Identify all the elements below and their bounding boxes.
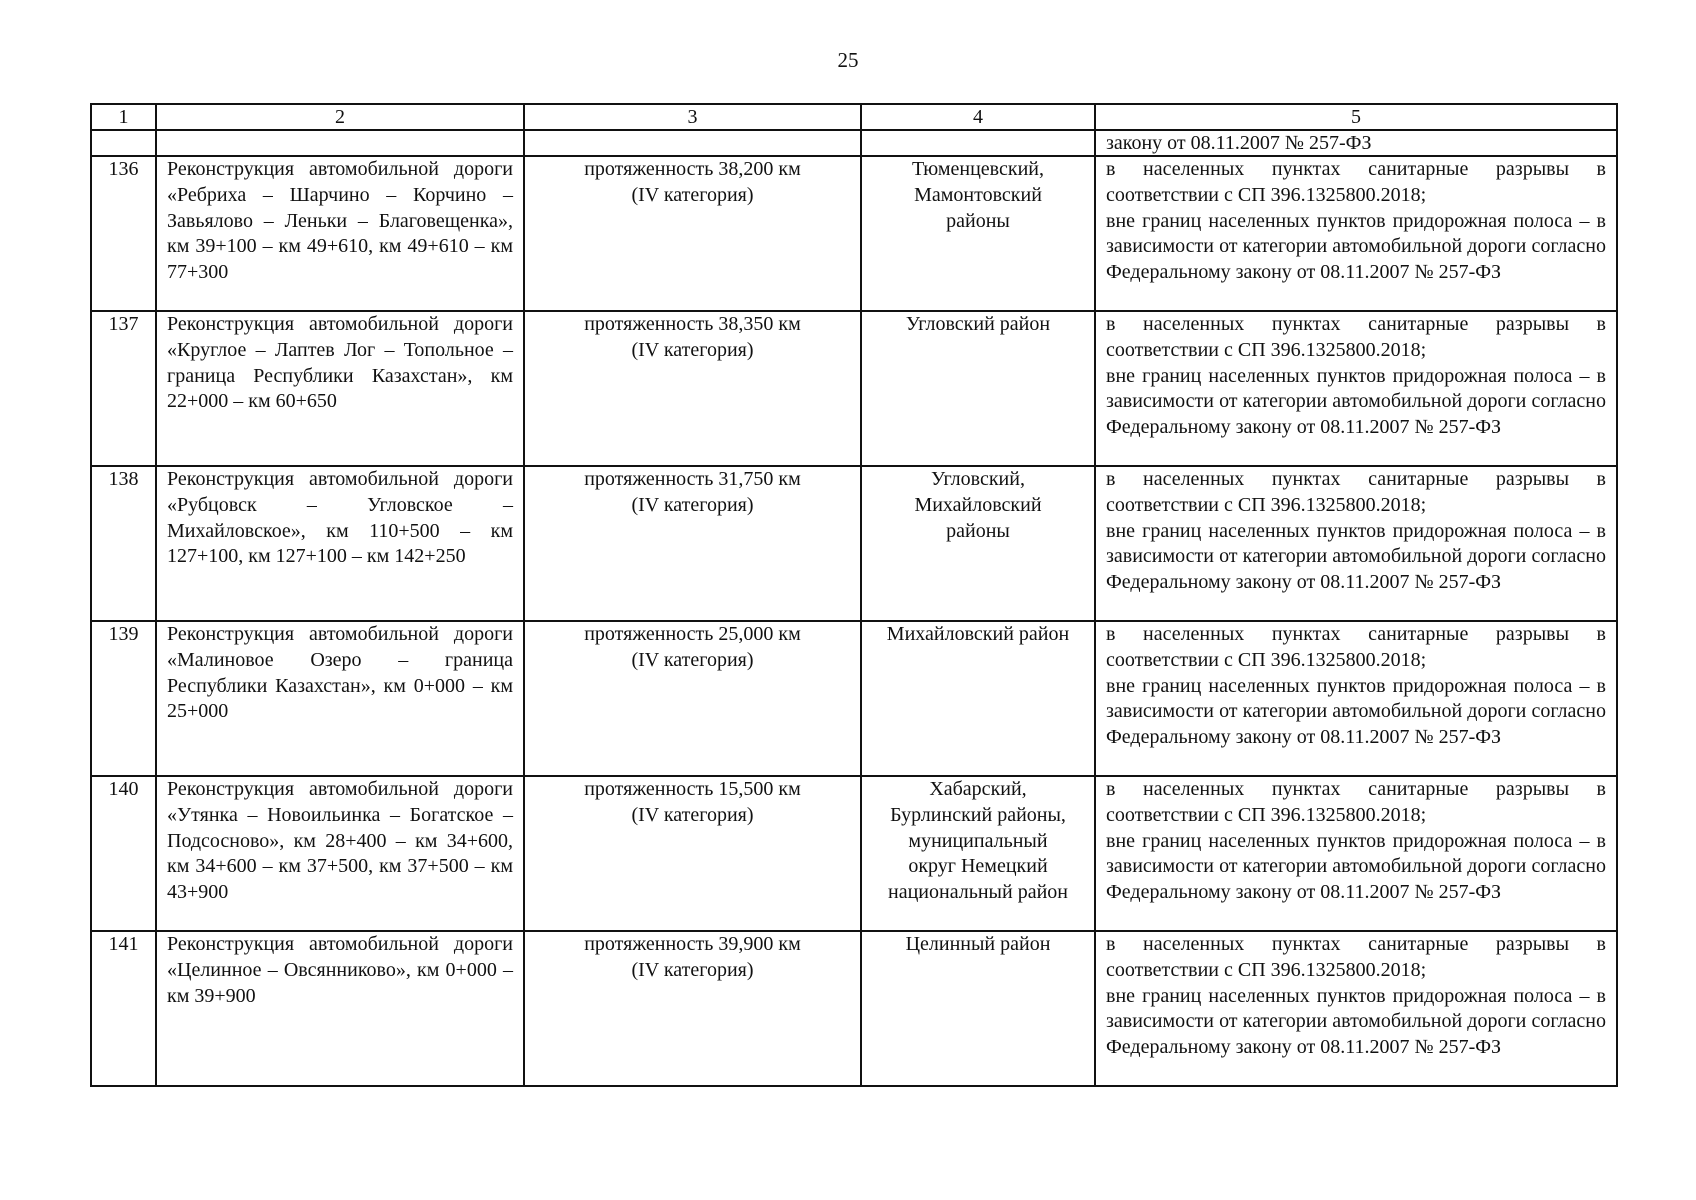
length-text: протяженность 38,200 км <box>584 158 801 180</box>
table-row <box>91 776 1617 931</box>
zone-cell <box>1095 776 1617 931</box>
zone-text-roadside: вне границ населенных пунктов придорожная полоса – в зависимости от категории автомобильной дороги согласно Федеральному закону от 08.11.2007 № 257-ФЗ <box>1106 209 1606 284</box>
page-number: 25 <box>837 48 859 72</box>
zone-text-roadside: вне границ населенных пунктов придорожная полоса – в зависимости от категории автомобильной дороги согласно Федеральному закону от 08.11.2007 № 257-ФЗ <box>1106 364 1606 439</box>
header-cell: 3 <box>524 104 861 130</box>
characteristics-cell <box>524 931 861 1086</box>
location-line: Хабарский, <box>929 778 1027 800</box>
zone-text-settlements: в населенных пунктах санитарные разрывы в соответствии с СП 396.1325800.2018; <box>1106 313 1606 361</box>
table-row <box>91 311 1617 466</box>
length-text: протяженность 38,350 км <box>584 313 801 335</box>
zone-cell <box>1095 156 1617 311</box>
object-name: Реконструкция автомобильной дороги «Ребриха – Шарчино – Корчино – Завьялово – Леньки – Благовещенка», км 39+100 – км 49+610, км 49+610 – км 77+300 <box>156 156 524 311</box>
location-line: Угловский, <box>931 468 1025 490</box>
continuation-row <box>91 130 1617 156</box>
location-line: Мамонтовский <box>914 183 1042 206</box>
characteristics-cell <box>524 466 861 621</box>
length-text: протяженность 31,750 км <box>584 468 801 490</box>
header-cell: 1 <box>91 104 156 130</box>
zone-text-settlements: в населенных пунктах санитарные разрывы в соответствии с СП 396.1325800.2018; <box>1106 468 1606 516</box>
location-line: национальный район <box>888 881 1068 904</box>
zone-text-roadside: вне границ населенных пунктов придорожная полоса – в зависимости от категории автомобильной дороги согласно Федеральному закону от 08.11.2007 № 257-ФЗ <box>1106 984 1606 1059</box>
continuation-cell <box>524 130 861 156</box>
zone-text-roadside: вне границ населенных пунктов придорожная полоса – в зависимости от категории автомобильной дороги согласно Федеральному закону от 08.11.2007 № 257-ФЗ <box>1106 674 1606 749</box>
characteristics-cell <box>524 776 861 931</box>
location-line: Целинный район <box>905 933 1051 955</box>
length-text: протяженность 15,500 км <box>584 778 801 800</box>
location-cell <box>861 621 1095 776</box>
zone-text-settlements: в населенных пунктах санитарные разрывы в соответствии с СП 396.1325800.2018; <box>1106 933 1606 981</box>
category-text: (IV категория) <box>631 648 754 671</box>
row-number: 139 <box>91 621 156 776</box>
location-line: Михайловский район <box>886 623 1070 645</box>
zone-cell <box>1095 466 1617 621</box>
row-number: 140 <box>91 776 156 931</box>
location-line: Бурлинский районы, <box>890 803 1066 826</box>
object-name: Реконструкция автомобильной дороги «Круглое – Лаптев Лог – Топольное – граница Республики Казахстан», км 22+000 – км 60+650 <box>156 311 524 466</box>
location-cell <box>861 466 1095 621</box>
characteristics-cell <box>524 156 861 311</box>
table-row <box>91 931 1617 1086</box>
continuation-cell <box>861 130 1095 156</box>
zone-text-settlements: в населенных пунктах санитарные разрывы в соответствии с СП 396.1325800.2018; <box>1106 778 1606 826</box>
object-name: Реконструкция автомобильной дороги «Целинное – Овсянниково», км 0+000 – км 39+900 <box>156 931 524 1086</box>
location-cell <box>861 776 1095 931</box>
zone-cell <box>1095 311 1617 466</box>
location-cell <box>861 931 1095 1086</box>
object-name: Реконструкция автомобильной дороги «Малиновое Озеро – граница Республики Казахстан», км 0+000 – км 25+000 <box>156 621 524 776</box>
header-cell: 4 <box>861 104 1095 130</box>
header-cell: 5 <box>1095 104 1617 130</box>
zone-cell <box>1095 931 1617 1086</box>
row-number: 136 <box>91 156 156 311</box>
location-cell <box>861 311 1095 466</box>
row-number: 138 <box>91 466 156 621</box>
location-line: Тюменцевский, <box>911 158 1045 180</box>
table-row <box>91 621 1617 776</box>
location-line: Михайловский <box>914 493 1042 516</box>
location-cell <box>861 156 1095 311</box>
category-text: (IV категория) <box>631 958 754 981</box>
zone-text-roadside: вне границ населенных пунктов придорожная полоса – в зависимости от категории автомобильной дороги согласно Федеральному закону от 08.11.2007 № 257-ФЗ <box>1106 829 1606 904</box>
zone-text-roadside: вне границ населенных пунктов придорожная полоса – в зависимости от категории автомобильной дороги согласно Федеральному закону от 08.11.2007 № 257-ФЗ <box>1106 519 1606 594</box>
location-line: Угловский район <box>905 313 1051 335</box>
location-line: районы <box>946 519 1010 542</box>
table-header-row <box>91 104 1617 130</box>
continuation-zone-text: закону от 08.11.2007 № 257-ФЗ <box>1095 130 1617 156</box>
continuation-cell <box>91 130 156 156</box>
table-row <box>91 156 1617 311</box>
zone-text-settlements: в населенных пунктах санитарные разрывы в соответствии с СП 396.1325800.2018; <box>1106 158 1606 206</box>
category-text: (IV категория) <box>631 183 754 206</box>
location-line: округ Немецкий <box>908 855 1048 878</box>
row-number: 137 <box>91 311 156 466</box>
characteristics-cell <box>524 311 861 466</box>
zone-cell <box>1095 621 1617 776</box>
object-name: Реконструкция автомобильной дороги «Утянка – Новоильинка – Богатское – Подсосново», км 28+400 – км 34+600, км 34+600 – км 37+500, км 37+500 – км 43+900 <box>156 776 524 931</box>
location-line: муниципальный <box>908 829 1048 852</box>
zone-text-settlements: в населенных пунктах санитарные разрывы в соответствии с СП 396.1325800.2018; <box>1106 623 1606 671</box>
category-text: (IV категория) <box>631 803 754 826</box>
category-text: (IV категория) <box>631 493 754 516</box>
characteristics-cell <box>524 621 861 776</box>
row-number: 141 <box>91 931 156 1086</box>
location-line: районы <box>946 209 1010 232</box>
category-text: (IV категория) <box>631 338 754 361</box>
length-text: протяженность 39,900 км <box>584 933 801 955</box>
object-name: Реконструкция автомобильной дороги «Рубцовск – Угловское – Михайловское», км 110+500 – км 127+100, км 127+100 – км 142+250 <box>156 466 524 621</box>
objects-table <box>90 103 1618 1087</box>
header-cell: 2 <box>156 104 524 130</box>
length-text: протяженность 25,000 км <box>584 623 801 645</box>
table-row <box>91 466 1617 621</box>
continuation-cell <box>156 130 524 156</box>
